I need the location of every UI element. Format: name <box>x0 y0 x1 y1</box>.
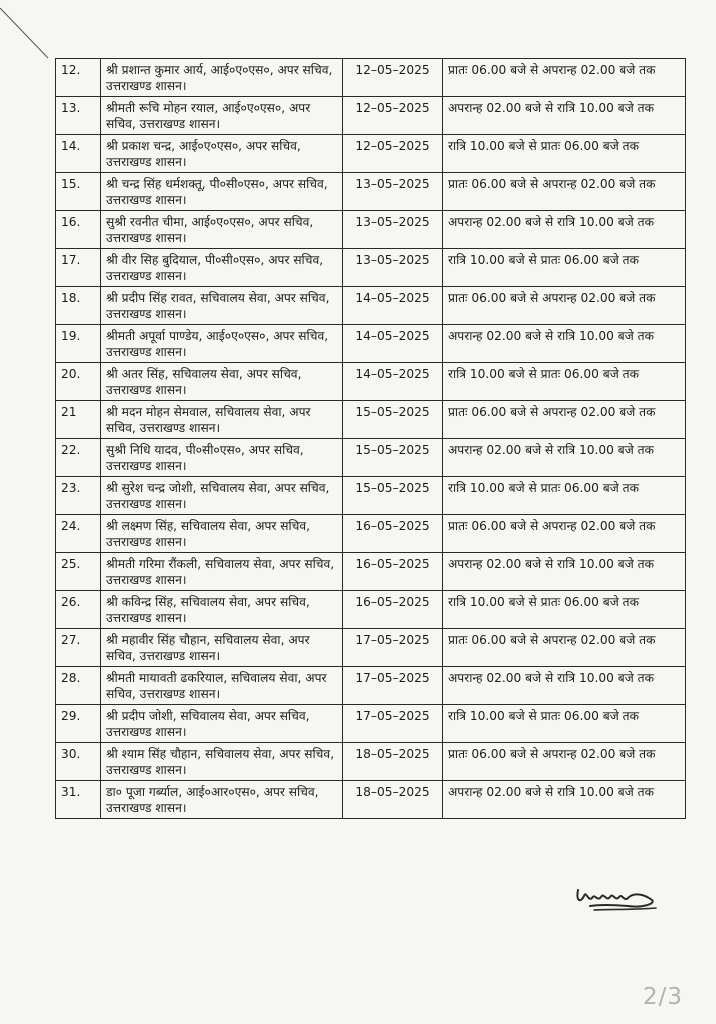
duty-time-cell: प्रातः 06.00 बजे से अपरान्ह 02.00 बजे तक <box>443 59 686 97</box>
serial-number-cell: 31. <box>56 781 101 819</box>
table-row <box>56 97 686 135</box>
officer-name-cell: श्री कविन्द्र सिंह, सचिवालय सेवा, अपर सचिव, उत्तराखण्ड शासन। <box>101 591 343 629</box>
officer-name-cell: श्री चन्द्र सिंह धर्मशक्तू, पी०सी०एस०, अपर सचिव, उत्तराखण्ड शासन। <box>101 173 343 211</box>
officer-name-cell: श्री श्याम सिंह चौहान, सचिवालय सेवा, अपर सचिव, उत्तराखण्ड शासन। <box>101 743 343 781</box>
table-row <box>56 211 686 249</box>
duty-time-cell: रात्रि 10.00 बजे से प्रातः 06.00 बजे तक <box>443 249 686 287</box>
table-row <box>56 515 686 553</box>
signature <box>572 880 672 920</box>
duty-roster-body <box>56 59 686 819</box>
table-row <box>56 135 686 173</box>
duty-date-cell: 14–05–2025 <box>343 325 443 363</box>
duty-time-cell: रात्रि 10.00 बजे से प्रातः 06.00 बजे तक <box>443 477 686 515</box>
duty-date-cell: 15–05–2025 <box>343 477 443 515</box>
duty-time-cell: प्रातः 06.00 बजे से अपरान्ह 02.00 बजे तक <box>443 173 686 211</box>
duty-time-cell: अपरान्ह 02.00 बजे से रात्रि 10.00 बजे तक <box>443 97 686 135</box>
officer-name-cell: श्री अतर सिंह, सचिवालय सेवा, अपर सचिव, उत्तराखण्ड शासन। <box>101 363 343 401</box>
duty-date-cell: 16–05–2025 <box>343 515 443 553</box>
table-row <box>56 173 686 211</box>
duty-time-cell: अपरान्ह 02.00 बजे से रात्रि 10.00 बजे तक <box>443 781 686 819</box>
serial-number-cell: 17. <box>56 249 101 287</box>
duty-date-cell: 12–05–2025 <box>343 97 443 135</box>
serial-number-cell: 22. <box>56 439 101 477</box>
table-row <box>56 363 686 401</box>
duty-date-cell: 18–05–2025 <box>343 743 443 781</box>
duty-time-cell: रात्रि 10.00 बजे से प्रातः 06.00 बजे तक <box>443 363 686 401</box>
duty-date-cell: 12–05–2025 <box>343 59 443 97</box>
duty-date-cell: 12–05–2025 <box>343 135 443 173</box>
duty-date-cell: 14–05–2025 <box>343 287 443 325</box>
duty-time-cell: प्रातः 06.00 बजे से अपरान्ह 02.00 बजे तक <box>443 401 686 439</box>
duty-time-cell: अपरान्ह 02.00 बजे से रात्रि 10.00 बजे तक <box>443 553 686 591</box>
duty-date-cell: 13–05–2025 <box>343 249 443 287</box>
duty-date-cell: 18–05–2025 <box>343 781 443 819</box>
table-row <box>56 287 686 325</box>
serial-number-cell: 24. <box>56 515 101 553</box>
table-row <box>56 439 686 477</box>
duty-date-cell: 15–05–2025 <box>343 439 443 477</box>
duty-date-cell: 17–05–2025 <box>343 705 443 743</box>
serial-number-cell: 18. <box>56 287 101 325</box>
officer-name-cell: श्रीमती अपूर्वा पाण्डेय, आई०ए०एस०, अपर सचिव, उत्तराखण्ड शासन। <box>101 325 343 363</box>
serial-number-cell: 29. <box>56 705 101 743</box>
table-row <box>56 553 686 591</box>
duty-time-cell: रात्रि 10.00 बजे से प्रातः 06.00 बजे तक <box>443 705 686 743</box>
officer-name-cell: श्री लक्ष्मण सिंह, सचिवालय सेवा, अपर सचिव, उत्तराखण्ड शासन। <box>101 515 343 553</box>
duty-time-cell: अपरान्ह 02.00 बजे से रात्रि 10.00 बजे तक <box>443 325 686 363</box>
officer-name-cell: श्री महावीर सिंह चौहान, सचिवालय सेवा, अपर सचिव, उत्तराखण्ड शासन। <box>101 629 343 667</box>
serial-number-cell: 13. <box>56 97 101 135</box>
officer-name-cell: सुश्री रवनीत चीमा, आई०ए०एस०, अपर सचिव, उत्तराखण्ड शासन। <box>101 211 343 249</box>
duty-time-cell: अपरान्ह 02.00 बजे से रात्रि 10.00 बजे तक <box>443 439 686 477</box>
table-row <box>56 705 686 743</box>
duty-date-cell: 15–05–2025 <box>343 401 443 439</box>
duty-date-cell: 16–05–2025 <box>343 553 443 591</box>
officer-name-cell: श्रीमती मायावती ढकरियाल, सचिवालय सेवा, अपर सचिव, उत्तराखण्ड शासन। <box>101 667 343 705</box>
table-row <box>56 667 686 705</box>
officer-name-cell: श्री प्रदीप सिंह रावत, सचिवालय सेवा, अपर सचिव, उत्तराखण्ड शासन। <box>101 287 343 325</box>
officer-name-cell: डा० पूजा गर्ब्याल, आई०आर०एस०, अपर सचिव, उत्तराखण्ड शासन। <box>101 781 343 819</box>
duty-date-cell: 13–05–2025 <box>343 173 443 211</box>
table-row <box>56 591 686 629</box>
duty-roster-table <box>55 58 686 819</box>
duty-time-cell: प्रातः 06.00 बजे से अपरान्ह 02.00 बजे तक <box>443 515 686 553</box>
serial-number-cell: 15. <box>56 173 101 211</box>
serial-number-cell: 20. <box>56 363 101 401</box>
duty-time-cell: प्रातः 06.00 बजे से अपरान्ह 02.00 बजे तक <box>443 629 686 667</box>
serial-number-cell: 27. <box>56 629 101 667</box>
officer-name-cell: श्रीमती रूचि मोहन रयाल, आई०ए०एस०, अपर सचिव, उत्तराखण्ड शासन। <box>101 97 343 135</box>
page-fold-mark <box>0 0 60 100</box>
officer-name-cell: श्री वीर सिह बुदियाल, पी०सी०एस०, अपर सचिव, उत्तराखण्ड शासन। <box>101 249 343 287</box>
duty-time-cell: रात्रि 10.00 बजे से प्रातः 06.00 बजे तक <box>443 135 686 173</box>
serial-number-cell: 21 <box>56 401 101 439</box>
duty-date-cell: 16–05–2025 <box>343 591 443 629</box>
duty-date-cell: 13–05–2025 <box>343 211 443 249</box>
table-row <box>56 629 686 667</box>
serial-number-cell: 25. <box>56 553 101 591</box>
table-row <box>56 59 686 97</box>
table-row <box>56 325 686 363</box>
officer-name-cell: सुश्री निधि यादव, पी०सी०एस०, अपर सचिव, उत्तराखण्ड शासन। <box>101 439 343 477</box>
duty-time-cell: रात्रि 10.00 बजे से प्रातः 06.00 बजे तक <box>443 591 686 629</box>
duty-date-cell: 17–05–2025 <box>343 667 443 705</box>
duty-time-cell: प्रातः 06.00 बजे से अपरान्ह 02.00 बजे तक <box>443 743 686 781</box>
officer-name-cell: श्री प्रदीप जोशी, सचिवालय सेवा, अपर सचिव, उत्तराखण्ड शासन। <box>101 705 343 743</box>
serial-number-cell: 19. <box>56 325 101 363</box>
serial-number-cell: 23. <box>56 477 101 515</box>
serial-number-cell: 12. <box>56 59 101 97</box>
serial-number-cell: 26. <box>56 591 101 629</box>
serial-number-cell: 30. <box>56 743 101 781</box>
officer-name-cell: श्री सुरेश चन्द्र जोशी, सचिवालय सेवा, अपर सचिव, उत्तराखण्ड शासन। <box>101 477 343 515</box>
table-row <box>56 477 686 515</box>
table-row <box>56 249 686 287</box>
table-row <box>56 743 686 781</box>
serial-number-cell: 14. <box>56 135 101 173</box>
duty-time-cell: प्रातः 06.00 बजे से अपरान्ह 02.00 बजे तक <box>443 287 686 325</box>
serial-number-cell: 28. <box>56 667 101 705</box>
officer-name-cell: श्रीमती गरिमा रौंकली, सचिवालय सेवा, अपर सचिव, उत्तराखण्ड शासन। <box>101 553 343 591</box>
officer-name-cell: श्री प्रकाश चन्द्र, आई०ए०एस०, अपर सचिव, उत्तराखण्ड शासन। <box>101 135 343 173</box>
table-row <box>56 781 686 819</box>
table-row <box>56 401 686 439</box>
duty-time-cell: अपरान्ह 02.00 बजे से रात्रि 10.00 बजे तक <box>443 667 686 705</box>
officer-name-cell: श्री मदन मोहन सेमवाल, सचिवालय सेवा, अपर सचिव, उत्तराखण्ड शासन। <box>101 401 343 439</box>
duty-time-cell: अपरान्ह 02.00 बजे से रात्रि 10.00 बजे तक <box>443 211 686 249</box>
duty-date-cell: 14–05–2025 <box>343 363 443 401</box>
page-indicator: 2/3 <box>643 984 684 1010</box>
serial-number-cell: 16. <box>56 211 101 249</box>
officer-name-cell: श्री प्रशान्त कुमार आर्य, आई०ए०एस०, अपर सचिव, उत्तराखण्ड शासन। <box>101 59 343 97</box>
duty-date-cell: 17–05–2025 <box>343 629 443 667</box>
